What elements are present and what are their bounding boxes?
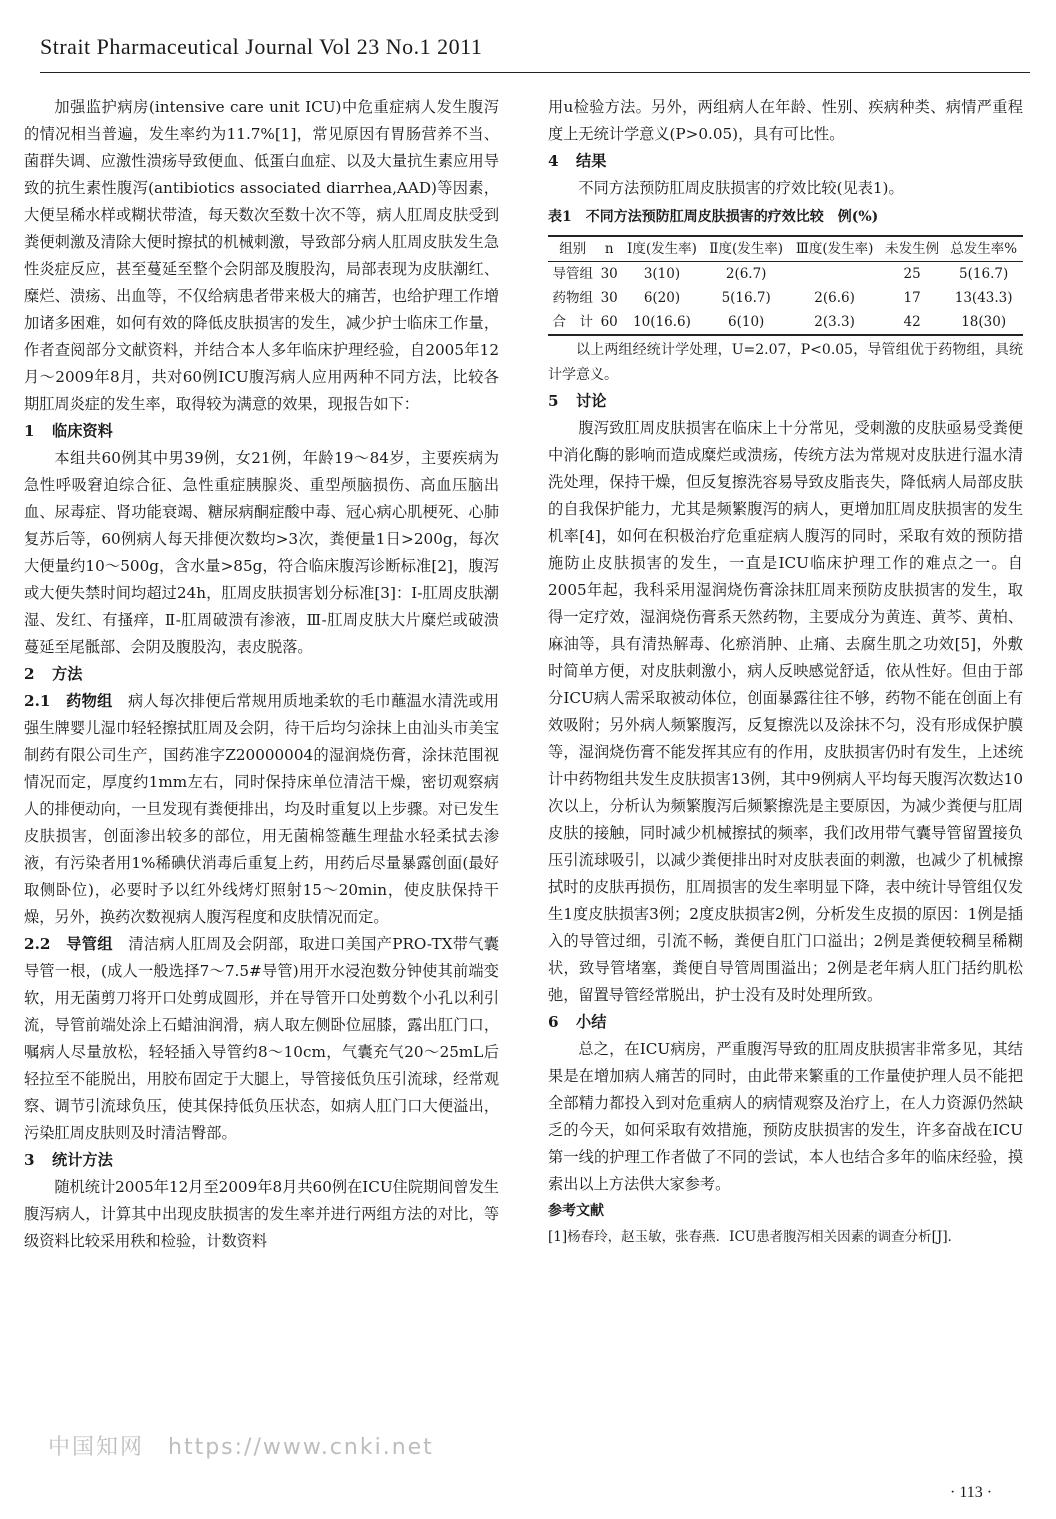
journal-header: Strait Pharmaceutical Journal Vol 23 No.1 2011 <box>40 34 483 59</box>
table-row <box>548 310 1023 335</box>
table-header-cell: 总发生率% <box>950 241 1018 257</box>
section-6-body: 总之，在ICU病房，严重腹泻导致的肛周皮肤损害非常多见，其结果是在增加病人痛苦的同时，由此带来繁重的工作量使护理人员不能把全部精力都投入到对危重病人的病情观察及治疗上，在人力资源仍然缺乏的今天，如何采取有效措施，预防皮肤损害的发生，许多奋战在ICU第一线的护理工作者做了不同的尝试，本人也结合多年的临床经验，摸索出以上方法供大家参考。 <box>548 1040 1023 1193</box>
section-3-heading <box>24 1147 499 1174</box>
table-cell: 18(30) <box>961 314 1007 330</box>
table-row <box>548 286 1023 310</box>
section-title: 统计方法 <box>52 1151 113 1169</box>
right-column <box>548 94 1023 1249</box>
references-heading: 参考文献 <box>548 1203 604 1219</box>
table-cell: 药物组 <box>552 290 593 306</box>
table-header-cell: Ⅱ度(发生率) <box>709 241 784 257</box>
header-rule <box>40 72 1030 73</box>
section-title: 方法 <box>52 665 83 683</box>
table-note: 以上两组经统计学处理，U=2.07，P<0.05，导管组优于药物组，具统计学意义。 <box>548 342 1023 383</box>
section-1-heading <box>24 418 499 445</box>
table-cell: 导管组 <box>552 266 593 282</box>
table-cell: 30 <box>600 290 618 306</box>
table-cell: 合 计 <box>552 314 593 330</box>
table-title: 表1 不同方法预防肛周皮肤损害的疗效比较 例(%) <box>548 209 879 225</box>
left-column <box>24 94 499 1255</box>
section-title: 讨论 <box>576 392 607 410</box>
table-cell: 6(20) <box>643 290 681 306</box>
table-row <box>548 262 1023 287</box>
section-number: 4 <box>548 152 559 170</box>
table-header-row <box>548 236 1023 262</box>
reference-item: [1]杨春玲，赵玉敏，张春燕．ICU患者腹泻相关因素的调查分析[J]． <box>548 1229 962 1245</box>
section-number: 5 <box>548 392 559 410</box>
section-title: 结果 <box>576 152 607 170</box>
table-cell: 2(6.6) <box>814 290 855 306</box>
section-number: 2 <box>24 665 35 683</box>
table-cell: 13(43.3) <box>954 290 1013 306</box>
subsection-2-2 <box>24 931 499 1147</box>
table-header-cell: Ⅰ度(发生率) <box>627 241 697 257</box>
table-cell: 10(16.6) <box>633 314 691 330</box>
section-6-heading <box>548 1009 1023 1036</box>
table-header-cell: n <box>604 241 614 257</box>
table-cell: 2(3.3) <box>814 314 855 330</box>
section-4-heading <box>548 148 1023 175</box>
table-header-cell: Ⅲ度(发生率) <box>795 241 874 257</box>
section-5-heading <box>548 388 1023 415</box>
section-3-body: 随机统计2005年12月至2009年8月共60例在ICU住院期间曾发生腹泻病人，计算其中出现皮肤损害的发生率并进行两组方法的对比，等级资料比较采用秩和检验，计数资料 <box>24 1178 499 1250</box>
results-table <box>548 235 1023 336</box>
table-cell: 5(16.7) <box>959 266 1009 282</box>
table-cell: 2(6.7) <box>725 266 767 282</box>
subsection-body: 病人每次排便后常规用质地柔软的毛巾蘸温水清洗或用强生牌婴儿湿巾轻轻擦拭肛周及会阴，待干后均匀涂抹上由汕头市美宝制药有限公司生产，国药准字Z20000004的湿润烧伤膏，涂抹范围视情况而定，厚度约1mm左右，同时保持床单位清洁干燥，密切观察病人的排便动向，一旦发现有粪便排出，均及时重复以上步骤。对已发生皮肤损害，创面渗出较多的部位，用无菌棉签蘸生理盐水轻柔拭去渗液，有污染者用1%稀碘伏消毒后重复上药，用药后尽量暴露创面(最好取侧卧位)，必要时予以红外线烤灯照射15～20min，使皮肤保持干燥，另外，换药次数视病人腹泻程度和皮肤情况而定。 <box>24 692 499 926</box>
page-number: · 113 · <box>950 1484 993 1501</box>
watermark: 中国知网 https://www.cnki.net <box>48 1435 434 1460</box>
section-2-heading <box>24 661 499 688</box>
section-number: 6 <box>548 1013 559 1031</box>
continued-text: 用u检验方法。另外，两组病人在年龄、性别、疾病种类、病情严重程度上无统计学意义(P>0.05)，具有可比性。 <box>548 98 1023 143</box>
table-cell: 25 <box>903 266 921 282</box>
section-title: 小结 <box>576 1013 607 1031</box>
section-number: 3 <box>24 1151 35 1169</box>
table-cell: 17 <box>903 290 921 306</box>
table-header-cell: 未发生例 <box>885 241 940 257</box>
section-1-body: 本组共60例其中男39例，女21例，年龄19～84岁，主要疾病为急性呼吸窘迫综合征、急性重症胰腺炎、重型颅脑损伤、高血压脑出血、尿毒症、肾功能衰竭、糖尿病酮症酸中毒、冠心病心肌梗死、心肺复苏后等，60例病人每天排便次数均>3次，粪便量1日>200g，每次大便量约10～500g，含水量>85g，符合临床腹泻诊断标准[2]，腹泻或大便失禁时间均超过24h，肛周皮肤损害划分标准[3]：Ⅰ-肛周皮肤潮湿、发红、有搔痒，Ⅱ-肛周破溃有渗液，Ⅲ-肛周皮肤大片糜烂或破溃蔓延至尾骶部、会阴及腹股沟，表皮脱落。 <box>24 449 499 656</box>
subsection-body: 清洁病人肛周及会阴部，取进口美国产PRO-TX带气囊导管一根，(成人一般选择7～7.5#导管)用开水浸泡数分钟使其前端变软，用无菌剪刀将开口处剪成圆形，并在导管开口处剪数个小孔以利引流，导管前端处涂上石蜡油润滑，病人取左侧卧位屈膝，露出肛门口，嘱病人尽量放松，轻轻插入导管约8～10cm，气囊充气20～25mL后轻拉至不能脱出，用胶布固定于大腿上，导管接低负压引流球，经常观察、调节引流球负压，使其保持低负压状态，如病人肛门口大便溢出，污染肛周皮肤则及时清洁臀部。 <box>24 935 499 1142</box>
table-cell: 3(10) <box>643 266 681 282</box>
table-cell <box>789 262 880 287</box>
section-title: 临床资料 <box>52 422 113 440</box>
intro-paragraph: 加强监护病房(intensive care unit ICU)中危重症病人发生腹泻的情况相当普遍，发生率约为11.7%[1]，常见原因有胃肠营养不当、菌群失调、应激性溃疡导致便血、低蛋白血症、以及大量抗生素应用导致的抗生素性腹泻(antibiotics associated diarrhea,AAD)等因素，大便呈稀水样或糊状带渣，每天数次至数十次不等，病人肛周皮肤受到粪便刺激及清除大便时擦拭的机械刺激，导致部分病人肛周皮肤发生急性炎症反应，甚至蔓延至整个会阴部及腹股沟，局部表现为皮肤潮红、糜烂、溃疡、出血等，不仅给病患者带来极大的痛苦，也给护理工作增加诸多困难，如何有效的降低皮肤损害的发生，减少护士临床工作量，作者查阅部分文献资料，并结合本人多年临床护理经验，自2005年12月～2009年8月，共对60例ICU腹泻病人应用两种不同方法，比较各期肛周炎症的发生率，取得较为满意的效果，现报告如下： <box>24 98 499 413</box>
subsection-label: 2.2 导管组 <box>24 935 113 953</box>
section-number: 1 <box>24 422 35 440</box>
table-cell: 30 <box>600 266 618 282</box>
table-cell: 6(10) <box>728 314 765 330</box>
table-header-cell: 组别 <box>559 241 587 257</box>
subsection-label: 2.1 药物组 <box>24 692 113 710</box>
table-cell: 5(16.7) <box>721 290 771 306</box>
table-cell: 60 <box>600 314 618 330</box>
section-4-body: 不同方法预防肛周皮肤损害的疗效比较(见表1)。 <box>578 179 904 197</box>
table-cell: 42 <box>903 314 921 330</box>
subsection-2-1 <box>24 688 499 931</box>
section-5-body: 腹泻致肛周皮肤损害在临床上十分常见，受刺激的皮肤亟易受粪便中消化酶的影响而造成糜烂或溃疡，传统方法为常规对皮肤进行温水清洗处理，保持干燥，但反复擦洗容易导致皮脂丧失，降低病人局部皮肤的自我保护能力，尤其是频繁腹泻的病人，更增加肛周皮肤损害的发生机率[4]，如何在积极治疗危重症病人腹泻的同时，采取有效的预防措施防止皮肤损害的发生，一直是ICU临床护理工作的难点之一。自2005年起，我科采用湿润烧伤膏涂抹肛周来预防皮肤损害的发生，取得一定疗效，湿润烧伤膏系天然药物，主要成分为黄连、黄芩、黄柏、麻油等，具有清热解毒、化瘀消肿、止痛、去腐生肌之功效[5]，外敷时简单方便，对皮肤刺激小，病人反映感觉舒适，依从性好。但由于部分ICU病人需采取被动体位，创面暴露往往不够，药物不能在创面上有效吸附；另外病人频繁腹泻，反复擦洗以及涂抹不匀，没有形成保护膜等，湿润烧伤膏不能发挥其应有的作用，皮肤损害仍时有发生，上述统计中药物组共发生皮肤损害13例，其中9例病人平均每天腹泻次数达10次以上，分析认为频繁腹泻后频繁擦洗是主要原因，为减少粪便与肛周皮肤的接触，同时减少机械擦拭的频率，我们改用带气囊导管留置接负压引流球吸引，以减少粪便排出时对皮肤表面的刺激，也减少了机械擦拭时的皮肤再损伤，肛周损害的发生率明显下降，表中统计导管组仅发生1度皮肤损害3例；2度皮肤损害2例，分析发生皮损的原因：1例是插入的导管过细，引流不畅，粪便自肛门口溢出；2例是粪便较稠呈稀糊状，致导管堵塞，粪便自导管周围溢出；2例是老年病人肛门括约肌松弛，留置导管经常脱出，护士没有及时处理所致。 <box>548 419 1023 1004</box>
